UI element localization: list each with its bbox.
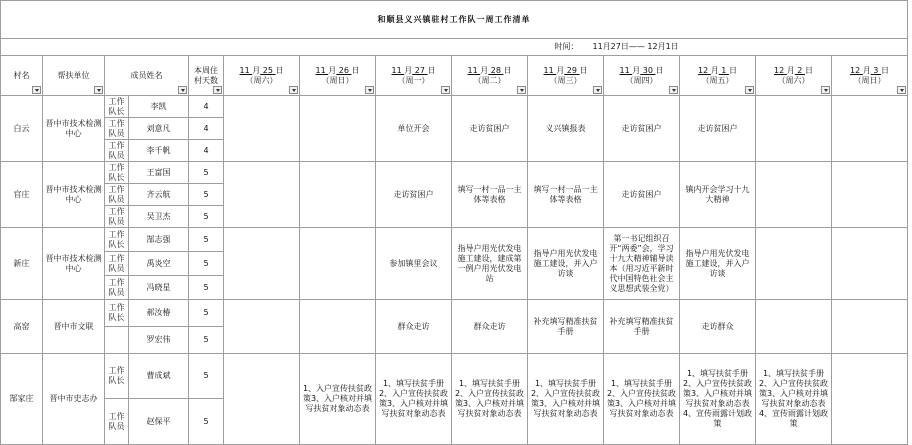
date-day-sep: 日: [880, 65, 889, 75]
date-label: [378, 66, 449, 76]
date-day: 28: [488, 65, 504, 75]
member-name[interactable]: 郝汝椿: [129, 300, 189, 327]
member-name[interactable]: 罗宏伟: [129, 327, 189, 354]
header-members-label: 成员姓名: [130, 70, 163, 80]
task-cell[interactable]: 补充填写精准扶贫手册: [528, 300, 604, 354]
task-cell[interactable]: 参加镇里会议: [376, 228, 452, 300]
date-day: 2: [794, 65, 805, 75]
days-in-village[interactable]: 5: [189, 228, 224, 252]
village-name[interactable]: 高窑: [1, 300, 43, 354]
task-cell[interactable]: [224, 354, 300, 445]
member-role[interactable]: 工作队员: [105, 118, 129, 140]
header-village-filter-dropdown-icon[interactable]: [32, 86, 41, 94]
task-cell[interactable]: 指导户用光伏发电施工建设，并入户访谈: [528, 228, 604, 300]
task-cell[interactable]: [300, 300, 376, 354]
days-in-village[interactable]: 5: [189, 184, 224, 206]
header-village[interactable]: [1, 56, 43, 96]
member-role[interactable]: 工作队长: [105, 354, 129, 399]
member-name[interactable]: 刘意凡: [129, 118, 189, 140]
date-month-sep: 月: [710, 65, 719, 75]
member-role[interactable]: 工作队长: [105, 228, 129, 252]
date-weekday: （周三）: [549, 75, 582, 85]
header-unit-filter-dropdown-icon[interactable]: [94, 86, 103, 94]
date-month: 12: [850, 65, 863, 75]
header-members-filter-dropdown-icon[interactable]: [178, 86, 187, 94]
header-date-2[interactable]: [376, 56, 452, 96]
header-date-4-filter-dropdown-icon[interactable]: [593, 86, 602, 94]
task-cell[interactable]: [756, 96, 832, 162]
date-day-sep: 日: [579, 65, 588, 75]
date-weekday: （周二）: [473, 75, 506, 85]
task-cell[interactable]: [832, 96, 908, 162]
days-in-village[interactable]: 5: [189, 206, 224, 228]
village-name[interactable]: 官庄: [1, 162, 43, 228]
header-unit-label: 帮扶单位: [57, 70, 90, 80]
header-date-5[interactable]: [604, 56, 680, 96]
task-cell[interactable]: 1、填写扶贫手册2、入户宣传扶贫政策3、入户核对并填写扶贫对象动态表4、宣传雨露计划政策: [680, 354, 756, 445]
date-month: 11: [543, 65, 557, 75]
date-weekday: （周日）: [853, 75, 886, 85]
task-cell[interactable]: 走访群众: [680, 300, 756, 354]
aid-unit[interactable]: 晋中市文联: [43, 300, 105, 354]
member-role[interactable]: 工作队员: [105, 206, 129, 228]
task-cell[interactable]: 1、填写扶贫手册2、入户宣传扶贫政策3、入户核对并填写扶贫对象动态表: [452, 354, 528, 445]
date-month: 11: [467, 65, 481, 75]
member-name[interactable]: 禹炎空: [129, 252, 189, 276]
task-cell[interactable]: 义兴镇报表: [528, 96, 604, 162]
task-cell[interactable]: [300, 228, 376, 300]
date-day-sep: 日: [351, 65, 360, 75]
date-weekday: （周四）: [625, 75, 658, 85]
header-date-6-filter-dropdown-icon[interactable]: [745, 86, 754, 94]
task-cell[interactable]: 填写一村一品一主体等表格: [528, 162, 604, 228]
date-month-sep: 月: [632, 65, 641, 75]
date-month-sep: 月: [404, 65, 413, 75]
member-role[interactable]: 工作队员: [105, 184, 129, 206]
date-label: [226, 66, 297, 76]
date-label: [530, 66, 601, 76]
days-in-village[interactable]: 5: [189, 252, 224, 276]
date-month-sep: 月: [480, 65, 489, 75]
header-days-label: 本周住村天数: [194, 65, 218, 85]
task-cell[interactable]: [756, 300, 832, 354]
date-label: [302, 66, 373, 76]
task-cell[interactable]: 第一书记组织召开“两委”会，学习十九大精神辅导读本（用习近平新时代中国特色社会主义思想武装全党）: [604, 228, 680, 300]
task-cell[interactable]: 1、填写扶贫手册2、入户宣传扶贫政策3、入户核对并填写扶贫对象动态表4、宣传雨露计划政策: [756, 354, 832, 445]
header-date-3-filter-dropdown-icon[interactable]: [517, 86, 526, 94]
task-cell[interactable]: 1、填写扶贫手册2、入户宣传扶贫政策3、入户核对并填写扶贫对象动态表: [604, 354, 680, 445]
header-date-0[interactable]: [224, 56, 300, 96]
member-name[interactable]: 王富国: [129, 162, 189, 184]
task-cell[interactable]: [224, 300, 300, 354]
date-weekday: （周六）: [245, 75, 278, 85]
days-in-village[interactable]: 5: [189, 162, 224, 184]
task-cell[interactable]: 走访贫困户: [452, 96, 528, 162]
header-date-1[interactable]: [300, 56, 376, 96]
header-date-4[interactable]: [528, 56, 604, 96]
date-day-sep: 日: [728, 65, 737, 75]
task-cell[interactable]: 填写一村一品一主体等表格: [452, 162, 528, 228]
date-month-sep: 月: [252, 65, 261, 75]
task-cell[interactable]: [756, 162, 832, 228]
member-role[interactable]: [105, 327, 129, 354]
days-in-village[interactable]: 5: [189, 354, 224, 399]
task-cell[interactable]: 1、填写扶贫手册2、入户宣传扶贫政策3、入户核对并填写扶贫对象动态表: [528, 354, 604, 445]
days-in-village[interactable]: 4: [189, 96, 224, 118]
header-date-3[interactable]: [452, 56, 528, 96]
header-date-8[interactable]: [832, 56, 908, 96]
member-role[interactable]: 工作队员: [105, 276, 129, 300]
date-day: 26: [336, 65, 352, 75]
date-day: 29: [564, 65, 580, 75]
date-month-sep: 月: [862, 65, 871, 75]
time-range: [555, 39, 783, 56]
time-label: 时间：: [554, 42, 579, 51]
task-cell[interactable]: [832, 354, 908, 445]
aid-unit[interactable]: 晋中市技术检测中心: [43, 162, 105, 228]
member-name[interactable]: 赵保平: [129, 399, 189, 445]
aid-unit[interactable]: 晋中市史志办: [43, 354, 105, 445]
task-cell[interactable]: 走访贫困户: [604, 162, 680, 228]
header-date-0-filter-dropdown-icon[interactable]: [289, 86, 298, 94]
date-weekday: （周五）: [701, 75, 734, 85]
table-row: [1, 300, 908, 327]
header-date-1-filter-dropdown-icon[interactable]: [365, 86, 374, 94]
days-in-village[interactable]: 4: [189, 140, 224, 162]
days-in-village[interactable]: 5: [189, 327, 224, 354]
date-label: [606, 66, 677, 76]
date-month: 11: [391, 65, 405, 75]
task-cell[interactable]: 1、填写扶贫手册2、入户宣传扶贫政策3、入户核对并填写扶贫对象动态表: [376, 354, 452, 445]
date-day: 1: [718, 65, 729, 75]
task-cell[interactable]: [832, 162, 908, 228]
header-village-label: 村名: [13, 70, 30, 80]
task-cell[interactable]: [224, 228, 300, 300]
date-month: 11: [315, 65, 329, 75]
date-weekday: （周一）: [397, 75, 430, 85]
date-weekday: （周六）: [777, 75, 810, 85]
days-in-village[interactable]: 5: [189, 276, 224, 300]
header-days-filter-dropdown-icon[interactable]: [213, 86, 222, 94]
member-role[interactable]: 工作队长: [105, 162, 129, 184]
date-day-sep: 日: [427, 65, 436, 75]
date-month: 12: [698, 65, 711, 75]
header-date-2-filter-dropdown-icon[interactable]: [441, 86, 450, 94]
task-cell[interactable]: 走访贫困户: [376, 162, 452, 228]
date-day: 25: [260, 65, 276, 75]
date-label: [834, 66, 905, 76]
date-month-sep: 月: [786, 65, 795, 75]
task-cell[interactable]: [832, 300, 908, 354]
member-name[interactable]: 郜志强: [129, 228, 189, 252]
date-month: 11: [619, 65, 633, 75]
table-row: [1, 228, 908, 252]
member-name[interactable]: 曹成斌: [129, 354, 189, 399]
task-cell[interactable]: 走访贫困户: [604, 96, 680, 162]
date-label: [758, 66, 829, 76]
time-range-value: 11月27日—— 12月1日: [592, 42, 679, 51]
date-day: 27: [412, 65, 428, 75]
task-cell[interactable]: [300, 162, 376, 228]
task-cell[interactable]: [224, 162, 300, 228]
date-day: 30: [640, 65, 656, 75]
date-month: 11: [239, 65, 253, 75]
header-days[interactable]: [189, 56, 224, 96]
header-date-6[interactable]: [680, 56, 756, 96]
date-day-sep: 日: [804, 65, 813, 75]
aid-unit[interactable]: 晋中市技术检测中心: [43, 96, 105, 162]
member-name[interactable]: 冯晓星: [129, 276, 189, 300]
header-date-7-filter-dropdown-icon[interactable]: [821, 86, 830, 94]
header-unit[interactable]: [43, 56, 105, 96]
task-cell[interactable]: [224, 96, 300, 162]
date-day-sep: 日: [275, 65, 284, 75]
task-cell[interactable]: 群众走访: [452, 300, 528, 354]
task-cell[interactable]: 补充填写精准扶贫手册: [604, 300, 680, 354]
date-month-sep: 月: [328, 65, 337, 75]
date-month-sep: 月: [556, 65, 565, 75]
task-cell[interactable]: 走访贫困户: [680, 96, 756, 162]
member-name[interactable]: 李凯: [129, 96, 189, 118]
aid-unit[interactable]: 晋中市技术检测中心: [43, 228, 105, 300]
member-role[interactable]: 工作队长: [105, 300, 129, 327]
member-name[interactable]: 吴卫杰: [129, 206, 189, 228]
task-cell[interactable]: 指导户用光伏发电施工建设，并入户访谈: [680, 228, 756, 300]
table-row: [1, 162, 908, 184]
days-in-village[interactable]: 5: [189, 300, 224, 327]
task-cell[interactable]: [832, 228, 908, 300]
date-day-sep: 日: [503, 65, 512, 75]
task-cell[interactable]: 单位开会: [376, 96, 452, 162]
header-date-7[interactable]: [756, 56, 832, 96]
village-name[interactable]: 郜家庄: [1, 354, 43, 445]
member-name[interactable]: 李千帆: [129, 140, 189, 162]
task-cell[interactable]: [300, 96, 376, 162]
sheet-title: 和顺县义兴镇驻村工作队一周工作清单: [1, 1, 908, 39]
header-members[interactable]: [105, 56, 189, 96]
table-row: [1, 96, 908, 118]
task-cell[interactable]: 群众走访: [376, 300, 452, 354]
days-in-village[interactable]: 4: [189, 118, 224, 140]
date-label: [454, 66, 525, 76]
task-cell[interactable]: 1、入户宣传扶贫政策3、入户核对并填写扶贫对象动态表: [300, 354, 376, 445]
member-role[interactable]: 工作队员: [105, 399, 129, 445]
date-day-sep: 日: [655, 65, 664, 75]
member-role[interactable]: 工作队员: [105, 252, 129, 276]
days-in-village[interactable]: 5: [189, 399, 224, 445]
village-name[interactable]: 新庄: [1, 228, 43, 300]
header-date-8-filter-dropdown-icon[interactable]: [897, 86, 906, 94]
member-role[interactable]: 工作队长: [105, 96, 129, 118]
date-label: [682, 66, 753, 76]
task-cell[interactable]: 镇内开会学习十九大精神: [680, 162, 756, 228]
member-role[interactable]: 工作队员: [105, 140, 129, 162]
date-month: 12: [774, 65, 787, 75]
task-cell[interactable]: 指导户用光伏发电施工建设，建成第一例户用光伏发电站: [452, 228, 528, 300]
task-cell[interactable]: [756, 228, 832, 300]
village-name[interactable]: 白云: [1, 96, 43, 162]
member-name[interactable]: 齐云航: [129, 184, 189, 206]
date-day: 3: [870, 65, 881, 75]
header-date-5-filter-dropdown-icon[interactable]: [669, 86, 678, 94]
date-weekday: （周日）: [321, 75, 354, 85]
table-row: [1, 354, 908, 399]
